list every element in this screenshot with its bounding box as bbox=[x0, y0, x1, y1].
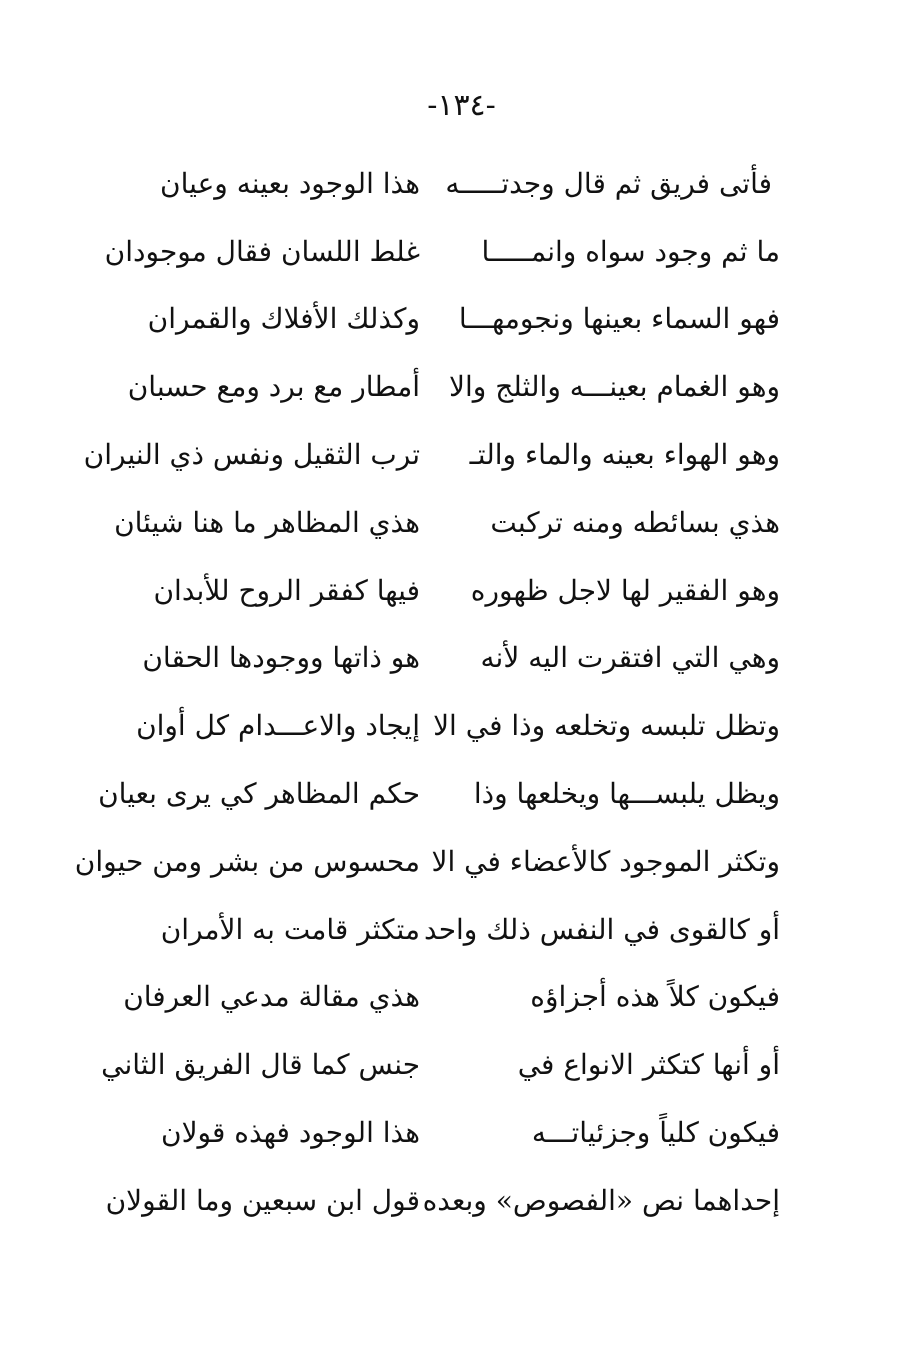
verse-first-hemistich: إحداهما نص «الفصوص» وبعده bbox=[422, 1183, 780, 1217]
page-number: -١٣٤- bbox=[427, 88, 496, 123]
verse-first-hemistich: وهو الهواء بعينه والماء والتـ bbox=[469, 438, 780, 472]
verse bbox=[120, 896, 780, 964]
verse bbox=[120, 625, 780, 693]
verse bbox=[101, 1031, 780, 1099]
verse bbox=[120, 692, 780, 760]
verse-second-hemistich: أمطار مع برد ومع حسبان bbox=[127, 370, 420, 404]
verse-first-hemistich: ما ثم وجود سواه وانمـــــا bbox=[481, 234, 780, 268]
verse-first-hemistich: وهي التي افتقرت اليه لأنه bbox=[480, 641, 780, 675]
verse-second-hemistich: هو ذاتها ووجودها الحقان bbox=[142, 641, 420, 675]
verse bbox=[98, 760, 780, 828]
verse-second-hemistich: فيها كفقر الروح للأبدان bbox=[153, 573, 420, 607]
verse-second-hemistich: ترب الثقيل ونفس ذي النيران bbox=[83, 438, 420, 472]
verse-first-hemistich: فيكون كلياً وجزئياتـــه bbox=[531, 1116, 780, 1150]
verse-second-hemistich: حكم المظاهر كي يرى بعيان bbox=[98, 777, 420, 811]
verse-first-hemistich: أو كالقوى في النفس ذلك واحد bbox=[424, 912, 780, 946]
verse bbox=[120, 150, 780, 218]
verse bbox=[120, 1099, 780, 1167]
verse-second-hemistich: إيجاد والاعـــدام كل أوان bbox=[136, 709, 420, 743]
verse-first-hemistich: وهو الفقير لها لاجل ظهوره bbox=[470, 573, 780, 607]
verse bbox=[120, 964, 780, 1032]
verse-second-hemistich: وكذلك الأفلاك والقمران bbox=[147, 302, 420, 336]
verse-second-hemistich: قول ابن سبعين وما القولان bbox=[105, 1183, 420, 1217]
verse-first-hemistich: وهو الغمام بعينـــه والثلج والا bbox=[449, 370, 780, 404]
poem bbox=[74, 150, 780, 1235]
verse-second-hemistich: هذي المظاهر ما هنا شيئان bbox=[114, 505, 420, 539]
verse-second-hemistich: متكثر قامت به الأمران bbox=[160, 912, 420, 946]
verse bbox=[83, 421, 780, 489]
verse-second-hemistich: هذا الوجود فهذه قولان bbox=[161, 1116, 420, 1150]
verse-first-hemistich: ويظل يلبســـها ويخلعها وذا bbox=[473, 777, 780, 811]
verse-second-hemistich: هذا الوجود بعينه وعيان bbox=[160, 166, 420, 200]
verse-first-hemistich: فأتى فريق ثم قال وجدتـــــه bbox=[445, 166, 772, 200]
verse-first-hemistich: فهو السماء بعينها ونجومهـــا bbox=[458, 302, 780, 336]
verse bbox=[74, 828, 780, 896]
verse-first-hemistich: هذي بسائطه ومنه تركبت bbox=[490, 505, 780, 539]
verse-second-hemistich: غلط اللسان فقال موجودان bbox=[104, 234, 420, 268]
verse bbox=[114, 489, 780, 557]
verse-first-hemistich: وتكثر الموجود كالأعضاء في الا bbox=[431, 844, 780, 878]
verse-first-hemistich: أو أنها كتكثر الانواع في bbox=[517, 1048, 780, 1082]
verse bbox=[120, 286, 780, 354]
verse bbox=[120, 557, 780, 625]
verse bbox=[104, 218, 780, 286]
verse-second-hemistich: جنس كما قال الفريق الثاني bbox=[101, 1048, 420, 1082]
verse-first-hemistich: فيكون كلاً هذه أجزاؤه bbox=[530, 980, 780, 1014]
verse-second-hemistich: محسوس من بشر ومن حيوان bbox=[74, 844, 420, 878]
verse bbox=[120, 353, 780, 421]
verse-second-hemistich: هذي مقالة مدعي العرفان bbox=[123, 980, 420, 1014]
verse bbox=[105, 1167, 780, 1235]
verse-first-hemistich: وتظل تلبسه وتخلعه وذا في الا bbox=[433, 709, 780, 743]
